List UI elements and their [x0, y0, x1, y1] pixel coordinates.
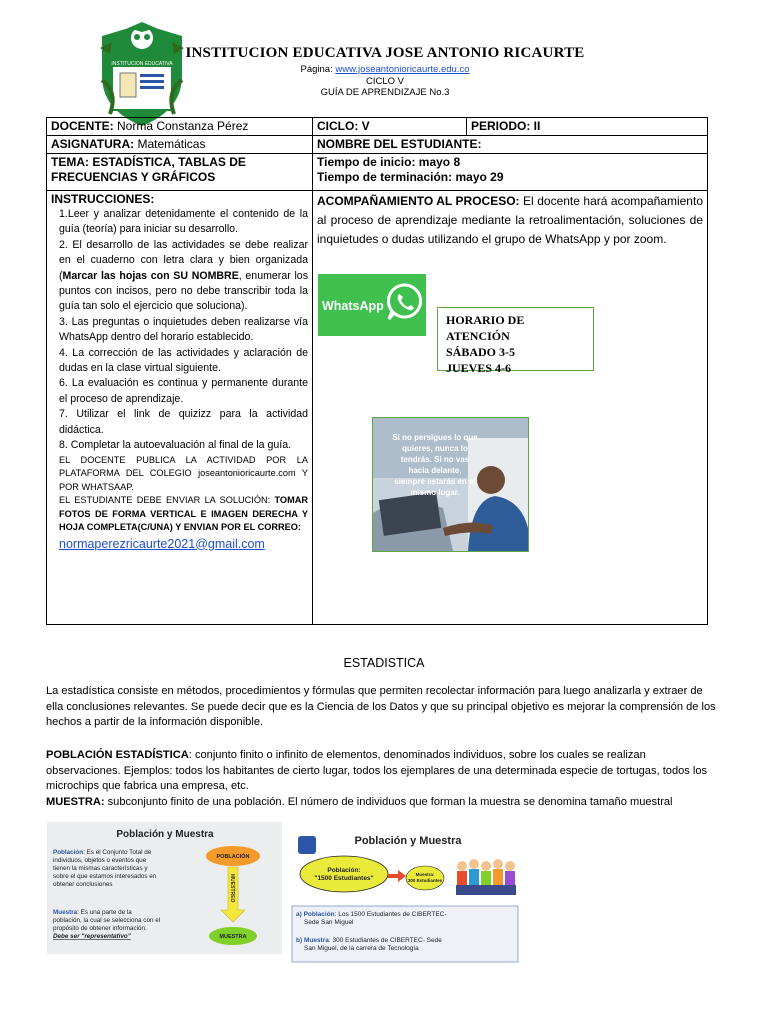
svg-text:a) Población: Los 1500 Estudia	[296, 911, 447, 918]
figure1-sample-oval-label: MUESTRA	[219, 934, 247, 940]
figure2-population-oval-line-1: Población:	[327, 867, 361, 874]
figure2-title: Población y Muestra	[354, 835, 462, 847]
schedule-thursday: JUEVES 4-6	[446, 361, 512, 375]
population-definition	[46, 748, 722, 795]
sample-definition	[46, 795, 722, 811]
motivational-line-2: quieres, nunca lo	[402, 444, 468, 453]
figure1-population-text-2: individuos, objetos o eventos que	[53, 857, 147, 864]
sampling-arrow-label: MUESTREO	[229, 874, 235, 903]
svg-text:Población: Es el Conjunto Tota	[53, 849, 152, 856]
page-label: Página:	[300, 64, 336, 75]
acompanamiento-body: El docente hará acompañamiento al proceso de aprendizaje mediante la retroalimentación, soluciones de inquietudes o dudas utilizando el grupo de WhatsApp y por zoom.	[317, 194, 703, 246]
figure2-b-text-2: San Miguel, de la carrera de Tecnología	[304, 945, 419, 952]
instructions-list	[51, 207, 308, 553]
figure1-sample-text-1: : Es una parte de la	[77, 909, 132, 916]
students-illustration	[456, 859, 516, 895]
school-website-link[interactable]: www.joseantonioricaurte.edu.co	[335, 64, 470, 75]
figure1-sample-term: Muestra	[53, 909, 78, 916]
population-term: POBLACIÓN ESTADÍSTICA	[46, 749, 189, 761]
intro-paragraph: La estadística consiste en métodos, procedimientos y fórmulas que permiten recolectar información para luego analizarla y extraer de ella conclusiones relevantes. Se puede decir que es la Ciencia de los Datos y que su principal objetivo es mejorar la comprensión de los hechos a partir de la información disponible.	[46, 685, 716, 729]
page-link-line	[150, 64, 620, 75]
figure2-a-text-2: Sede San Miguel	[304, 919, 354, 926]
instruction-2-emphasis: Marcar las hojas con SU NOMBRE	[62, 269, 239, 282]
motivational-line-3: tendrás. Si no vas	[400, 455, 470, 464]
submission-note	[59, 494, 308, 535]
sample-text: subconjunto finito de una población. El número de individuos que forman la muestra se denomina tamaño muestral	[104, 795, 673, 808]
population-sample-diagram-1	[47, 822, 282, 954]
section-title: ESTADISTICA	[343, 656, 425, 670]
attention-schedule-box	[437, 307, 594, 375]
figure1-population-text-5: obtener conclusiones	[53, 881, 113, 888]
statistics-intro	[46, 684, 722, 731]
asignatura-value: Matemáticas	[134, 137, 206, 151]
svg-text:Muestra: Es una parte de la	[53, 909, 132, 916]
acompanamiento-label: ACOMPAÑAMIENTO AL PROCESO:	[317, 194, 520, 208]
figure1-population-text-1: : Es el Conjunto Total de	[83, 849, 152, 856]
periodo-cell: PERIODO: II	[467, 118, 708, 136]
figure2-b-term: b) Muestra	[296, 937, 329, 944]
asignatura-cell	[47, 136, 313, 154]
figure2-a-text-1: : Los 1500 Estudiantes de CIBERTEC-	[334, 911, 447, 918]
figure1-population-text-4: sobre el que estamos interesados en	[53, 873, 157, 880]
motivational-line-1: Si no persigues lo que	[392, 433, 478, 442]
instruction-4: 4. La corrección de las actividades y aclaración de dudas en la clase virtual siguiente.	[59, 346, 308, 375]
instruction-2-text: 2. El desarrollo de las actividades se debe realizar en el cuaderno con letra clara y bien organizada (	[59, 238, 308, 282]
motivational-line-5: siempre estarás en el	[394, 477, 476, 486]
figure1-sample-text-3: propósito de obtener información.	[53, 925, 147, 932]
instruction-6: 6. La evaluación es continua y permanente durante el proceso de aprendizaje.	[59, 377, 308, 405]
docente-label: DOCENTE:	[51, 119, 114, 133]
figure1-population-oval-label: POBLACIÓN	[216, 854, 250, 860]
figure2-population-oval-line-2: "1500 Estudiantes"	[314, 875, 374, 882]
submission-note-emphasis: TOMAR FOTOS DE FORMA VERTICAL E IMAGEN DERECHA Y HOJA COMPLETA(C/UNA) Y ENVIAN POR EL CORREO:	[59, 495, 308, 532]
ciclo-cell: CICLO: V	[313, 118, 467, 136]
instrucciones-title: INSTRUCCIONES:	[51, 192, 155, 206]
figure1-population-text-3: tienen la mismas características y	[53, 865, 148, 872]
figure1-sample-text-4: Debe ser "representativo"	[53, 933, 131, 940]
instruction-2-tail: , enumerar los puntos con incisos, pero no debe transcribir toda la guía tan solo el ejercicio que soluciona).	[59, 269, 308, 313]
tiempo-terminacion: Tiempo de terminación: mayo 29	[317, 170, 504, 184]
figure2-sample-oval-line-2: 300 Estudiantes	[407, 878, 443, 883]
population-text: : conjunto finito o infinito de elementos, denominados individuos, sobre los cuales se realizan observaciones. Ejemplos: todos los habitantes de cierto lugar, todos los ejemplares de una determinada especie de tortugas, todos los microchips que fabrica una empresa, etc.	[46, 749, 708, 793]
instruction-7: 7. Utilizar el link de quizizz para la actividad didáctica.	[59, 408, 308, 436]
figure2-a-term: a) Población	[296, 911, 335, 918]
figure1-sample-text-2: población, la cual se selecciona con el	[53, 917, 161, 924]
docente-value: Norma Constanza Pérez	[113, 119, 249, 133]
whatsapp-icon	[385, 282, 425, 322]
figure2-population-oval	[300, 856, 388, 892]
teacher-email-link[interactable]: normaperezricaurte2021@gmail.com	[59, 536, 265, 551]
figure2-b-text-1: : 300 Estudiantes de CIBERTEC- Sede	[328, 937, 442, 944]
figure2-sample-oval-line-1: Muestra:	[415, 872, 435, 877]
motivational-line-4: hacia delante,	[408, 466, 462, 475]
docente-cell	[47, 118, 313, 136]
asignatura-label: ASIGNATURA:	[51, 137, 135, 151]
whatsapp-label: WhatsApp	[322, 299, 384, 313]
schedule-title: HORARIO DE ATENCIÓN	[446, 313, 525, 343]
instruction-3: 3. Las preguntas o inquietudes deben realizarse vía WhatsApp dentro del horario establecido.	[59, 315, 308, 344]
instruction-1: 1.Leer y analizar detenidamente el contenido de la guía (teoría) para iniciar su desarrollo.	[59, 208, 308, 236]
submission-note-lead: EL ESTUDIANTE DEBE ENVIAR LA SOLUCIÓN:	[59, 495, 275, 505]
institution-icon	[298, 836, 316, 854]
instruction-2	[59, 238, 308, 315]
sample-term: MUESTRA:	[46, 795, 105, 808]
tiempo-inicio: Tiempo de inicio: mayo 8	[317, 155, 461, 169]
guide-heading: GUÍA DE APRENDIZAJE No.3	[320, 87, 450, 98]
acompanamiento-text	[317, 192, 703, 249]
ciclo-heading: CICLO V	[365, 76, 404, 87]
tiempo-cell	[313, 154, 708, 191]
motivational-line-6: mismo lugar.	[410, 488, 460, 497]
student-name-cell: NOMBRE DEL ESTUDIANTE:	[313, 136, 708, 154]
instrucciones-cell	[47, 191, 313, 625]
tema-line-2: FRECUENCIAS Y GRÁFICOS	[51, 170, 216, 184]
acompanamiento-cell	[313, 191, 708, 625]
figure1-title: Población y Muestra	[116, 829, 214, 840]
motivational-photo	[372, 417, 529, 552]
figure1-population-term: Población	[53, 849, 84, 856]
logo-text: INSTITUCION EDUCATIVA	[111, 61, 173, 67]
tema-line-1: TEMA: ESTADÍSTICA, TABLAS DE	[51, 155, 246, 169]
instruction-8: 8. Completar la autoevaluación al final de la guía.	[59, 439, 292, 452]
population-sample-diagram-2	[290, 822, 522, 968]
publication-note: EL DOCENTE PUBLICA LA ACTIVIDAD POR LA PLATAFORMA DEL COLEGIO joseantonioricaurte.com Y POR WHATSAAP.	[59, 454, 308, 492]
school-title: INSTITUCION EDUCATIVA JOSE ANTONIO RICAURTE	[185, 45, 585, 61]
definitions	[46, 748, 722, 810]
tema-cell	[47, 154, 313, 191]
schedule-saturday: SÁBADO 3-5	[446, 345, 516, 359]
svg-text:b) Muestra: 300 Estudiantes de	[296, 937, 442, 944]
